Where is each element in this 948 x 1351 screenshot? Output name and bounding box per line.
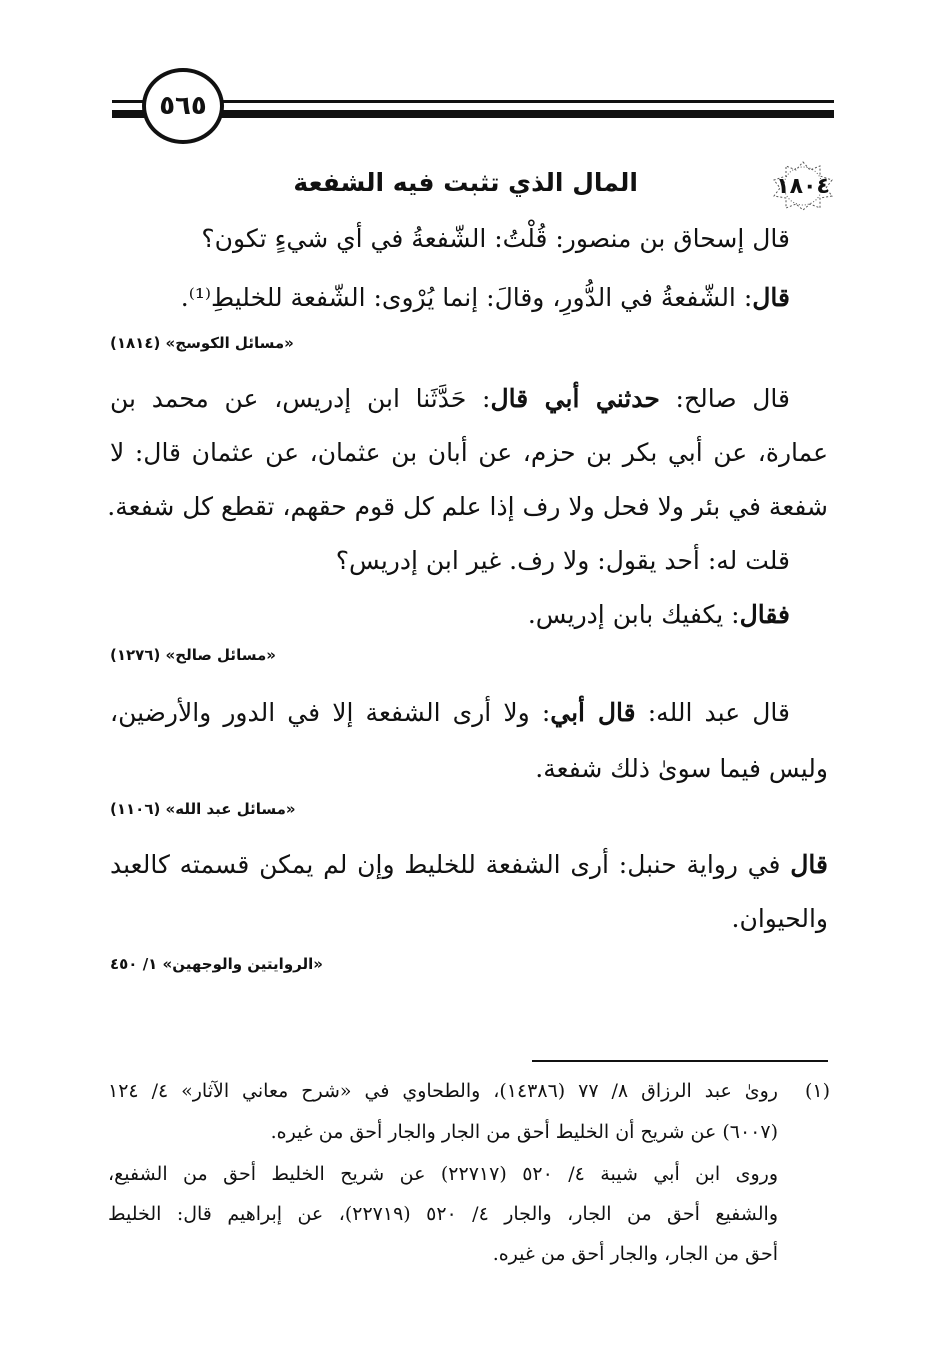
footnote-line: روىٰ عبد الرزاق ٨/ ٧٧ (١٤٣٨٦)، والطحاوي في «شرح معاني الآثار» ٤/ ١٢٤ — [108, 1080, 778, 1102]
question-line: قال إسحاق بن منصور: قُلْتُ: الشّفعةُ في أي شيءٍ تكون؟ — [201, 224, 790, 253]
paragraph-line: قلت له: أحد يقول: ولا رف. غير ابن إدريس؟ — [335, 546, 790, 575]
paragraph-line — [110, 386, 790, 411]
source-citation: «مسائل الكوسج» (١٨١٤) — [110, 334, 294, 352]
paragraph-line — [110, 852, 828, 877]
bold-span: قال — [790, 850, 828, 879]
paragraph-line — [110, 700, 790, 725]
text-span: : ولا أرى الشفعة إلا في الدور والأرضين، — [110, 698, 551, 727]
source-citation: «الروايتين والوجهين» ١/ ٤٥٠ — [110, 955, 323, 973]
page-number: ٥٦٥ — [142, 68, 224, 144]
footnote-rule — [532, 1060, 828, 1062]
bold-span: فقال — [739, 600, 790, 629]
bold-span: حدثني أبي قال — [490, 384, 660, 413]
paragraph-line: شفعة في بئر ولا فحل ولا رف إذا علم كل قوم حقهم، تقطع كل شفعة. — [107, 492, 828, 521]
footnote-line: (٦٠٠٧) عن شريح أن الخليط أحق من الجار والجار أحق من غيره. — [270, 1121, 778, 1143]
section-number-badge — [770, 160, 836, 212]
answer-line — [110, 285, 790, 310]
paragraph-line: عمارة، عن أبي بكر بن حزم، عن أبان بن عثمان، عن عثمان قال: لا — [110, 438, 828, 467]
answer-text: : الشّفعةُ في الدُّورِ، وقالَ: إنما يُرْوى: الشّفعة للخليطِ⁽¹⁾. — [180, 283, 753, 312]
footnote-marker: (١) — [804, 1080, 830, 1102]
paragraph-line: وليس فيما سوىٰ ذلك شفعة. — [535, 754, 828, 783]
bold-span: قال أبي — [550, 698, 636, 727]
footnote-line: وروى ابن أبي شيبة ٤/ ٥٢٠ (٢٢٧١٧) عن شريح الخليط أحق من الشفيع، — [108, 1163, 779, 1185]
section-title: المال الذي تثبت فيه الشفعة — [293, 168, 638, 197]
footnote-line: أحق من الجار، والجار أحق من غيره. — [492, 1243, 778, 1265]
source-citation: «مسائل صالح» (١٢٧٦) — [110, 646, 276, 664]
text-span: قال صالح: — [659, 384, 791, 413]
text-span: : حَدَّثَنا ابن إدريس، عن محمد بن — [110, 384, 491, 413]
answer-prefix: قال — [752, 283, 790, 312]
paragraph-line: والحيوان. — [731, 904, 828, 933]
section-number: ١٨٠٤ — [776, 173, 830, 199]
text-span: : يكفيك بابن إدريس. — [527, 600, 740, 629]
text-span: قال عبد الله: — [635, 698, 790, 727]
paragraph-line — [110, 602, 790, 627]
footnote-line: والشفيع أحق من الجار، والجار ٤/ ٥٢٠ (٢٢٧١٩)، عن إبراهيم قال: الخليط — [108, 1203, 778, 1225]
text-span: في رواية حنبل: أرى الشفعة للخليط وإن لم يمكن قسمته كالعبد — [110, 850, 791, 879]
source-citation: «مسائل عبد الله» (١١٠٦) — [110, 800, 296, 818]
